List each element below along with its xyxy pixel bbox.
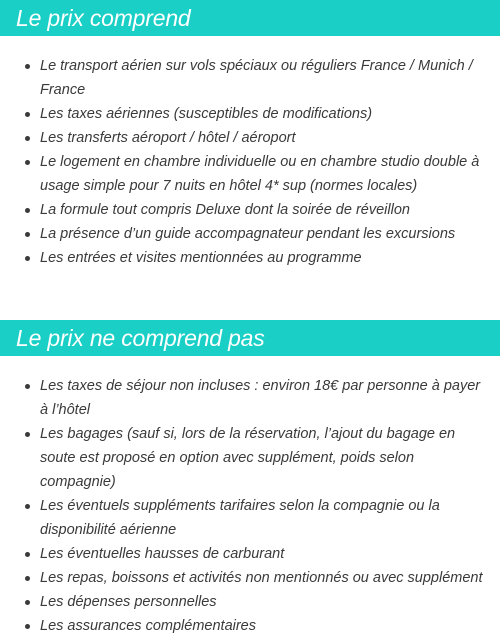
price-includes-header: [0, 0, 500, 36]
list-item: [0, 614, 500, 638]
bullet-icon: [25, 384, 30, 389]
price-excludes-list: [0, 356, 500, 638]
list-item: [0, 54, 500, 102]
list-item-text: Les repas, boissons et activités non mentionnés ou avec supplément: [40, 570, 483, 586]
list-item-text: Les taxes aériennes (susceptibles de modifications): [40, 106, 373, 122]
list-item: [0, 102, 500, 126]
bullet-icon: [25, 576, 30, 581]
list-item: [0, 222, 500, 246]
list-item-text: La formule tout compris Deluxe dont la soirée de réveillon: [40, 202, 410, 218]
list-item: [0, 542, 500, 566]
list-item-text: Les bagages (sauf si, lors de la réservation, l’ajout du bagage en soute est proposé en option avec supplément, poids selon compagnie): [40, 426, 456, 490]
bullet-icon: [25, 232, 30, 237]
bullet-icon: [25, 64, 30, 69]
bullet-icon: [25, 504, 30, 509]
price-includes-section: [0, 0, 500, 270]
list-item: [0, 246, 500, 270]
bullet-icon: [25, 256, 30, 261]
price-excludes-header: [0, 320, 500, 356]
list-item: [0, 422, 500, 494]
list-item-text: La présence d’un guide accompagnateur pendant les excursions: [40, 226, 456, 242]
list-item-text: Les dépenses personnelles: [40, 594, 217, 610]
bullet-icon: [25, 160, 30, 165]
list-item: [0, 590, 500, 614]
list-item-text: Les assurances complémentaires: [40, 618, 256, 634]
bullet-icon: [25, 112, 30, 117]
list-item-text: Les transferts aéroport / hôtel / aéroport: [40, 130, 296, 146]
price-excludes-section: [0, 320, 500, 638]
list-item: [0, 494, 500, 542]
list-item-text: Les éventuels suppléments tarifaires selon la compagnie ou la disponibilité aérienne: [40, 498, 440, 538]
bullet-icon: [25, 136, 30, 141]
list-item-text: Les éventuelles hausses de carburant: [40, 546, 285, 562]
price-excludes-title: Le prix ne comprend pas: [16, 324, 265, 351]
price-includes-list: [0, 36, 500, 270]
price-includes-title: Le prix comprend: [16, 4, 191, 31]
list-item-text: Les entrées et visites mentionnées au programme: [40, 250, 362, 266]
bullet-icon: [25, 208, 30, 213]
list-item-text: Le logement en chambre individuelle ou en chambre studio double à usage simple pour 7 nuits en hôtel 4* sup (normes locales): [40, 154, 480, 194]
list-item: [0, 126, 500, 150]
bullet-icon: [25, 552, 30, 557]
list-item-text: Le transport aérien sur vols spéciaux ou réguliers France / Munich / France: [40, 58, 473, 98]
list-item: [0, 150, 500, 198]
list-item: [0, 566, 500, 590]
list-item: [0, 374, 500, 422]
list-item: [0, 198, 500, 222]
list-item-text: Les taxes de séjour non incluses : environ 18€ par personne à payer à l’hôtel: [40, 378, 481, 418]
bullet-icon: [25, 432, 30, 437]
bullet-icon: [25, 600, 30, 605]
